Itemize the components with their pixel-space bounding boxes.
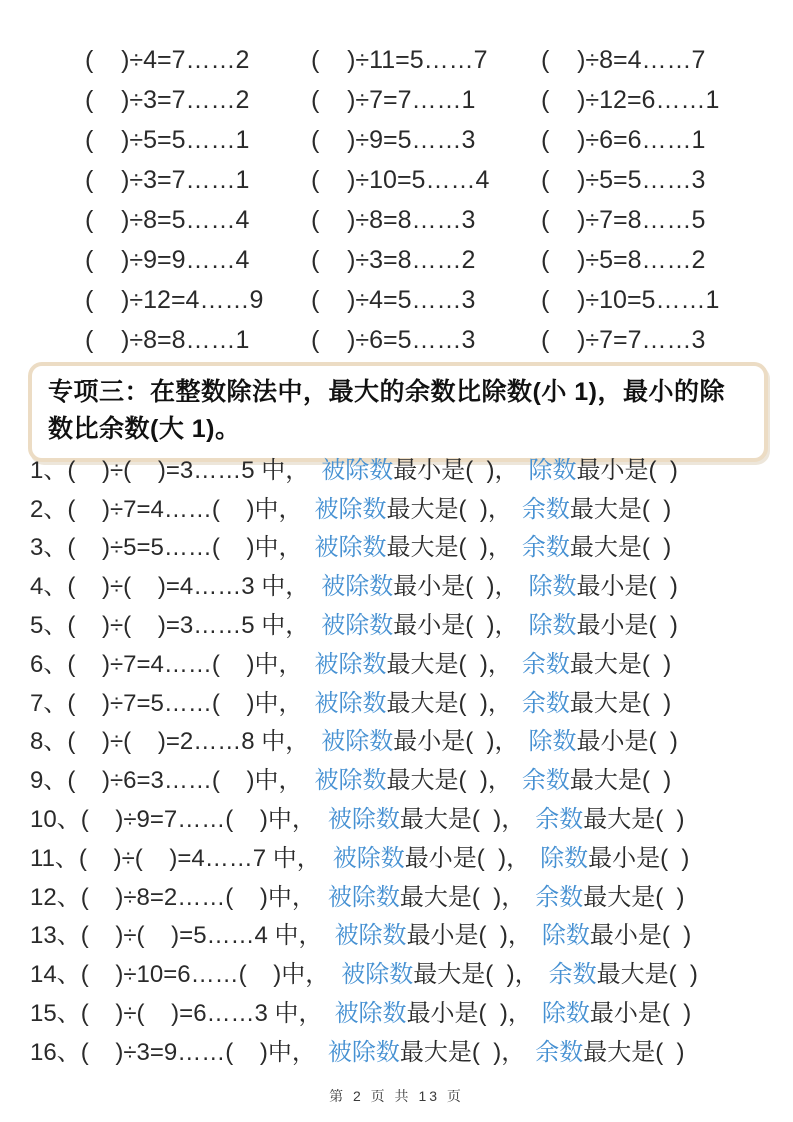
remainder-term: 余数 xyxy=(521,495,570,523)
remainder-term: 余数 xyxy=(548,961,597,989)
problem-mid: 最大是( )， xyxy=(386,689,512,717)
problem-lead: 5、( )÷( )=3……5 中， xyxy=(30,612,310,640)
dividend-term: 被除数 xyxy=(314,495,387,523)
problem-mid: 最小是( )， xyxy=(393,728,519,756)
dividend-term: 被除数 xyxy=(314,650,387,678)
problem-mid: 最大是( )， xyxy=(399,883,526,911)
problem-mid: 最大是( )， xyxy=(386,767,512,795)
problem-tail: 最大是( ) xyxy=(569,534,672,562)
equation-item: ( )÷10=5……1 xyxy=(541,286,720,314)
problem-mid: 最小是( )， xyxy=(406,1000,532,1028)
remainder-term: 余数 xyxy=(521,650,570,678)
problem-tail: 最大是( ) xyxy=(583,806,685,834)
dividend-term: 被除数 xyxy=(321,612,394,640)
dividend-term: 被除数 xyxy=(327,806,400,834)
problem-lead: 3、( )÷5=5……( )中， xyxy=(30,534,303,562)
equation-item: ( )÷5=5……1 xyxy=(85,126,250,154)
problem-row xyxy=(30,875,785,914)
problem-lead: 13、( )÷( )=5……4 中， xyxy=(30,922,323,950)
problem-row xyxy=(30,603,785,642)
equation-item: ( )÷4=5……3 xyxy=(311,286,476,314)
equation-item: ( )÷8=8……1 xyxy=(85,326,250,354)
problem-lead: 16、( )÷3=9……( )中， xyxy=(30,1038,316,1066)
problem-mid: 最大是( )， xyxy=(413,961,539,989)
problem-mid: 最大是( )， xyxy=(399,1038,526,1066)
section-heading-box xyxy=(28,362,768,462)
equation-item: ( )÷7=7……3 xyxy=(541,326,706,354)
equation-item: ( )÷11=5……7 xyxy=(311,46,488,74)
remainder-term: 余数 xyxy=(535,883,584,911)
problem-tail: 最大是( ) xyxy=(569,767,672,795)
divisor-term: 除数 xyxy=(528,573,577,601)
problem-tail: 最小是( ) xyxy=(576,612,678,640)
equation-item: ( )÷9=5……3 xyxy=(311,126,476,154)
dividend-term: 被除数 xyxy=(321,456,394,484)
problem-tail: 最小是( ) xyxy=(576,456,678,484)
problem-lead: 12、( )÷8=2……( )中， xyxy=(30,883,316,911)
problem-row xyxy=(30,991,785,1030)
problem-row xyxy=(30,758,785,797)
equation-item: ( )÷12=6……1 xyxy=(541,86,720,114)
dividend-term: 被除数 xyxy=(314,767,387,795)
equation-item: ( )÷10=5……4 xyxy=(311,166,490,194)
equation-item: ( )÷4=7……2 xyxy=(85,46,250,74)
problem-lead: 11、( )÷( )=4……7 中， xyxy=(30,844,321,872)
dividend-term: 被除数 xyxy=(332,844,405,872)
section-heading-text: 专项三：在整数除法中，最大的余数比除数(小 1)，最小的除数比余数(大 1)。 xyxy=(48,378,726,443)
problem-tail: 最小是( ) xyxy=(589,1000,692,1028)
problem-mid: 最小是( )， xyxy=(393,573,519,601)
problem-row xyxy=(30,642,785,681)
equation-item: ( )÷5=8……2 xyxy=(541,246,706,274)
problem-lead: 15、( )÷( )=6……3 中， xyxy=(30,1000,323,1028)
divisor-term: 除数 xyxy=(541,1000,590,1028)
problem-row xyxy=(30,952,785,991)
problem-row xyxy=(30,564,785,603)
problem-lead: 2、( )÷7=4……( )中， xyxy=(30,495,303,523)
problem-tail: 最小是( ) xyxy=(588,844,690,872)
page-footer: 第 2 页 共 13 页 xyxy=(329,1088,464,1104)
problem-mid: 最小是( )， xyxy=(404,844,531,872)
problem-row xyxy=(30,1030,785,1069)
equation-item: ( )÷8=4……7 xyxy=(541,46,706,74)
problem-tail: 最大是( ) xyxy=(569,689,672,717)
remainder-term: 余数 xyxy=(535,806,584,834)
dividend-term: 被除数 xyxy=(327,1038,400,1066)
problem-lead: 1、( )÷( )=3……5 中， xyxy=(30,456,310,484)
equation-item: ( )÷7=8……5 xyxy=(541,206,706,234)
problem-lead: 14、( )÷10=6……( )中， xyxy=(30,961,330,989)
divisor-term: 除数 xyxy=(528,728,577,756)
problem-lead: 8、( )÷( )=2……8 中， xyxy=(30,728,310,756)
remainder-term: 余数 xyxy=(521,689,570,717)
remainder-term: 余数 xyxy=(521,767,570,795)
problem-mid: 最大是( )， xyxy=(386,495,512,523)
dividend-term: 被除数 xyxy=(334,1000,407,1028)
equation-item: ( )÷3=8……2 xyxy=(311,246,476,274)
problem-mid: 最小是( )， xyxy=(393,456,519,484)
problem-row xyxy=(30,914,785,953)
problem-lead: 4、( )÷( )=4……3 中， xyxy=(30,573,310,601)
problem-mid: 最大是( )， xyxy=(386,534,512,562)
dividend-term: 被除数 xyxy=(321,728,394,756)
dividend-term: 被除数 xyxy=(314,534,387,562)
remainder-term: 余数 xyxy=(535,1038,584,1066)
dividend-term: 被除数 xyxy=(321,573,394,601)
equation-item: ( )÷8=8……3 xyxy=(311,206,476,234)
problem-row xyxy=(30,836,785,875)
equation-item: ( )÷6=6……1 xyxy=(541,126,706,154)
problem-row xyxy=(30,720,785,759)
dividend-term: 被除数 xyxy=(334,922,407,950)
equation-item: ( )÷8=5……4 xyxy=(85,206,250,234)
divisor-term: 除数 xyxy=(528,612,577,640)
equation-item: ( )÷7=7……1 xyxy=(311,86,476,114)
problem-tail: 最小是( ) xyxy=(576,728,678,756)
problem-tail: 最大是( ) xyxy=(583,883,685,911)
problem-tail: 最大是( ) xyxy=(583,1038,685,1066)
problem-lead: 7、( )÷7=5……( )中， xyxy=(30,689,303,717)
dividend-term: 被除数 xyxy=(314,689,387,717)
remainder-term: 余数 xyxy=(521,534,570,562)
problem-row xyxy=(30,487,785,526)
equation-item: ( )÷12=4……9 xyxy=(85,286,264,314)
problem-mid: 最大是( )， xyxy=(386,650,512,678)
divisor-term: 除数 xyxy=(541,922,590,950)
problem-tail: 最小是( ) xyxy=(576,573,678,601)
problem-tail: 最大是( ) xyxy=(596,961,698,989)
division-equations-grid xyxy=(85,40,783,360)
problem-row xyxy=(30,797,785,836)
equation-item: ( )÷9=9……4 xyxy=(85,246,250,274)
equation-item: ( )÷6=5……3 xyxy=(311,326,476,354)
problem-tail: 最大是( ) xyxy=(569,495,672,523)
problem-mid: 最小是( )， xyxy=(393,612,519,640)
dividend-term: 被除数 xyxy=(341,961,414,989)
equation-item: ( )÷5=5……3 xyxy=(541,166,706,194)
problem-row xyxy=(30,526,785,565)
divisor-term: 除数 xyxy=(528,456,577,484)
problems-list xyxy=(30,448,785,1069)
problem-lead: 9、( )÷6=3……( )中， xyxy=(30,767,303,795)
problem-tail: 最小是( ) xyxy=(589,922,692,950)
problem-mid: 最大是( )， xyxy=(399,806,526,834)
problem-lead: 10、( )÷9=7……( )中， xyxy=(30,806,316,834)
equation-item: ( )÷3=7……2 xyxy=(85,86,250,114)
divisor-term: 除数 xyxy=(540,844,589,872)
problem-row xyxy=(30,681,785,720)
equation-item: ( )÷3=7……1 xyxy=(85,166,250,194)
problem-tail: 最大是( ) xyxy=(569,650,672,678)
problem-lead: 6、( )÷7=4……( )中， xyxy=(30,650,303,678)
dividend-term: 被除数 xyxy=(327,883,400,911)
problem-row xyxy=(30,448,785,487)
problem-mid: 最小是( )， xyxy=(406,922,532,950)
